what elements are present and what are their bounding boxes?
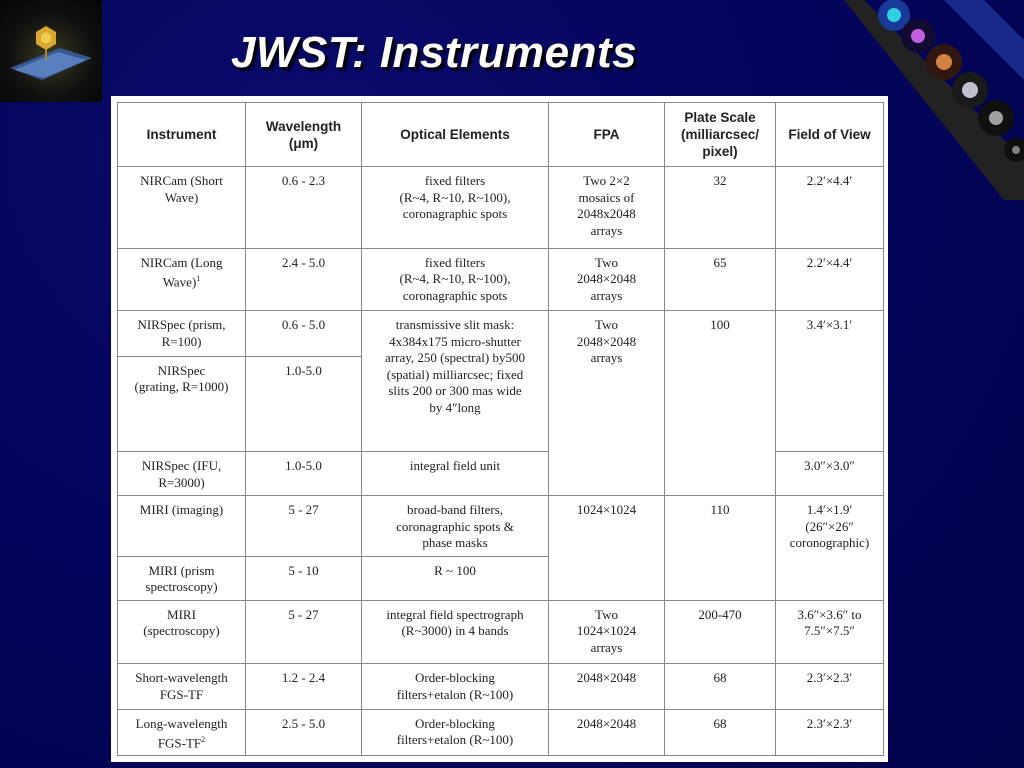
optics-cell: [362, 600, 549, 663]
wavelength-cell: 2.5 - 5.0: [246, 709, 362, 755]
instrument-cell: [118, 600, 246, 663]
fov-line: 1.4′×1.9′: [806, 502, 853, 518]
slide-title: JWST: Instruments: [231, 28, 638, 77]
fov-cell: 2.2′×4.4′: [776, 248, 884, 310]
plate-cell: 68: [665, 709, 776, 755]
instrument-name: (spectroscopy): [143, 623, 220, 639]
instrument-name: Wave): [164, 189, 199, 205]
fpa-line: arrays: [590, 350, 623, 366]
wavelength-cell: 0.6 - 2.3: [246, 167, 362, 248]
fpa-cell: [549, 600, 665, 663]
header-wavelength-line2: (μm): [288, 135, 319, 151]
table-row: [118, 664, 884, 709]
instrument-cell: [118, 452, 246, 496]
optics-line: filters+etalon (R~100): [396, 686, 514, 702]
optics-line: by 4″long: [429, 399, 481, 415]
wavelength-cell: 5 - 10: [246, 556, 362, 600]
header-optical: Optical Elements: [362, 103, 549, 167]
fov-line: coronographic): [789, 535, 870, 551]
table-row: [118, 248, 884, 310]
fov-cell: 2.2′×4.4′: [776, 167, 884, 248]
optics-line: coronagraphic spots: [402, 287, 508, 303]
fpa-line: Two: [595, 254, 618, 270]
instrument-cell: [118, 709, 246, 755]
fpa-line: mosaics of: [578, 189, 635, 205]
header-plate-line2: (milliarcsec/: [680, 127, 760, 143]
instrument-table-sheet: [111, 96, 888, 762]
jwst-logo: [0, 0, 102, 102]
optics-line: phase masks: [422, 535, 488, 551]
wavelength-cell: 5 - 27: [246, 600, 362, 663]
header-fpa: FPA: [549, 103, 665, 167]
optics-cell: [362, 248, 549, 310]
header-instrument: Instrument: [118, 103, 246, 167]
fpa-cell: [549, 311, 665, 496]
fpa-line: 1024×1024: [576, 623, 637, 639]
plate-cell: 68: [665, 664, 776, 709]
fpa-cell: 2048×2048: [549, 709, 665, 755]
table-row: [118, 600, 884, 663]
instrument-cell: [118, 311, 246, 356]
optics-line: Order-blocking: [415, 670, 495, 686]
header-plate-line3: pixel): [702, 144, 738, 160]
table-row: [118, 311, 884, 356]
fov-line: 3.6″×3.6″ to: [797, 606, 862, 622]
fpa-line: arrays: [590, 222, 623, 238]
fpa-line: arrays: [590, 287, 623, 303]
fov-cell: 3.0″×3.0″: [776, 452, 884, 496]
optics-cell: [362, 311, 549, 452]
header-wavelength: [246, 103, 362, 167]
optics-line: (R~4, R~10, R~100),: [399, 189, 511, 205]
instrument-name: Short-wavelength: [135, 670, 228, 686]
optics-line: (R~3000) in 4 bands: [401, 623, 509, 639]
optics-line: coronagraphic spots: [402, 206, 508, 222]
table-row: [118, 167, 884, 248]
plate-cell: 65: [665, 248, 776, 310]
optics-line: transmissive slit mask:: [395, 317, 515, 333]
optics-line: (R~4, R~10, R~100),: [399, 271, 511, 287]
optics-line: coronagraphic spots &: [396, 518, 514, 534]
instrument-cell: MIRI (imaging): [118, 496, 246, 556]
instrument-cell: [118, 556, 246, 600]
telescope-image: [0, 0, 102, 102]
wavelength-cell: 5 - 27: [246, 496, 362, 556]
instrument-name: NIRSpec (IFU,: [141, 458, 222, 474]
optics-line: array, 250 (spectral) by500: [385, 350, 525, 366]
optics-line: filters+etalon (R~100): [396, 732, 514, 748]
fpa-line: arrays: [590, 639, 623, 655]
optics-cell: [362, 709, 549, 755]
table-row: [118, 709, 884, 755]
fov-cell: 3.4′×3.1′: [776, 311, 884, 452]
fpa-cell: [549, 167, 665, 248]
fpa-line: 2048×2048: [576, 271, 637, 287]
header-row: [118, 103, 884, 167]
fpa-cell: [549, 248, 665, 310]
fov-cell: 2.3′×2.3′: [776, 664, 884, 709]
plate-cell: 110: [665, 496, 776, 601]
fov-line: 7.5″×7.5″: [804, 623, 855, 639]
fov-cell: [776, 496, 884, 601]
optics-line: fixed filters: [424, 173, 486, 189]
instrument-name: FGS-TF: [157, 735, 202, 751]
wavelength-cell: 0.6 - 5.0: [246, 311, 362, 356]
plate-cell: 200-470: [665, 600, 776, 663]
header-plate-scale: [665, 103, 776, 167]
fov-line: (26″×26″: [805, 518, 854, 534]
fov-cell: [776, 600, 884, 663]
wavelength-cell: 1.2 - 2.4: [246, 664, 362, 709]
fov-cell: 2.3′×2.3′: [776, 709, 884, 755]
instrument-name: NIRSpec: [157, 362, 206, 378]
instrument-name: Long-wavelength: [135, 715, 228, 731]
fpa-line: Two: [595, 317, 618, 333]
instrument-name: Wave): [162, 274, 197, 290]
plate-cell: 100: [665, 311, 776, 496]
optics-line: (spatial) milliarcsec; fixed: [386, 366, 524, 382]
fpa-cell: 2048×2048: [549, 664, 665, 709]
instrument-cell: [118, 167, 246, 248]
header-fov: Field of View: [776, 103, 884, 167]
instrument-name: R=3000): [158, 474, 205, 490]
instrument-cell: [118, 248, 246, 310]
footnote-mark: 1: [196, 274, 201, 284]
optics-line: slits 200 or 300 mas wide: [388, 383, 522, 399]
wavelength-cell: 1.0-5.0: [246, 452, 362, 496]
instrument-name: NIRSpec (prism,: [137, 317, 226, 333]
header-wavelength-line1: Wavelength: [265, 118, 342, 134]
wavelength-cell: 2.4 - 5.0: [246, 248, 362, 310]
footnote-mark: 2: [201, 735, 206, 745]
fpa-line: 2048×2048: [576, 333, 637, 349]
table-row: [118, 496, 884, 556]
wavelength-cell: 1.0-5.0: [246, 356, 362, 452]
optics-line: fixed filters: [424, 254, 486, 270]
instrument-table: [117, 102, 884, 756]
fpa-line: Two 2×2: [583, 173, 630, 189]
optics-line: Order-blocking: [415, 715, 495, 731]
instrument-name: FGS-TF: [159, 686, 204, 702]
instrument-cell: [118, 664, 246, 709]
instrument-name: NIRCam (Short: [140, 173, 223, 189]
optics-line: broad-band filters,: [406, 502, 504, 518]
header-plate-line1: Plate Scale: [684, 110, 756, 126]
optics-cell: [362, 167, 549, 248]
instrument-name: MIRI (prism: [148, 562, 215, 578]
optics-line: integral field spectrograph: [386, 606, 524, 622]
instrument-name: MIRI: [167, 606, 196, 622]
optics-cell: integral field unit: [362, 452, 549, 496]
optics-line: 4x384x175 micro-shutter: [389, 333, 521, 349]
instrument-name: spectroscopy): [145, 579, 218, 595]
plate-cell: 32: [665, 167, 776, 248]
optics-cell: [362, 664, 549, 709]
optics-cell: R ~ 100: [362, 556, 549, 600]
fpa-line: Two: [595, 606, 618, 622]
instrument-cell: [118, 356, 246, 452]
instrument-name: (grating, R=1000): [134, 379, 229, 395]
optics-cell: [362, 496, 549, 556]
instrument-name: R=100): [161, 333, 202, 349]
fpa-line: 2048x2048: [577, 206, 636, 222]
instrument-name: NIRCam (Long: [140, 254, 223, 270]
fpa-cell: 1024×1024: [549, 496, 665, 601]
